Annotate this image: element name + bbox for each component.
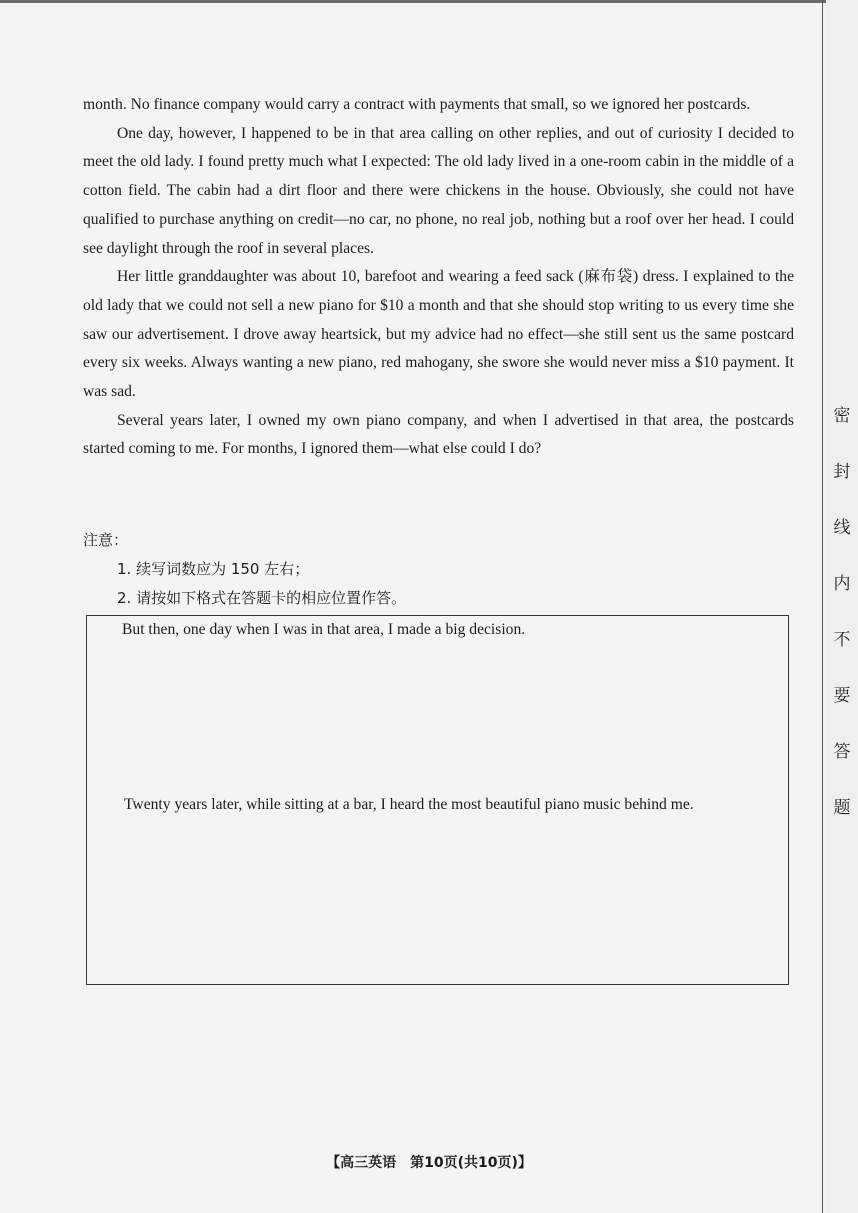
instruction-item: 2. 请按如下格式在答题卡的相应位置作答。	[117, 589, 407, 607]
passage-paragraph: Her little granddaughter was about 10, barefoot and wearing a feed sack (麻布袋) dress. I explained to the old lady that we could not sell a new piano for $10 a month and that she should stop writing to us every time she saw our advertisement. I drove away heartsick, but my advice had no effect—she still sent us the same postcard every six weeks. Always wanting a new piano, red mahogany, she swore she would never miss a $10 payment. It was sad.	[83, 268, 794, 401]
passage-paragraph: One day, however, I happened to be in that area calling on other replies, and out of curiosity I decided to meet the old lady. I found pretty much what I expected: The old lady lived in a one-room cabin in the middle of a cotton field. The cabin had a dirt floor and there were chickens in the house. Obviously, she could not have qualified to purchase anything on credit—no car, no phone, no real job, nothing but a roof over her head. I could see daylight through the roof in several places.	[83, 124, 794, 257]
seal-char: 不	[833, 630, 851, 650]
continuation-opening-1: But then, one day when I was in that area, I made a big decision.	[122, 621, 526, 638]
binding-line	[822, 0, 823, 1213]
seal-char: 答	[833, 742, 851, 762]
seal-char: 要	[833, 686, 851, 706]
seal-char: 封	[833, 462, 851, 482]
reading-passage	[83, 91, 794, 464]
passage-paragraph: Several years later, I owned my own piano company, and when I advertised in that area, the postcards started coming to me. For months, I ignored them—what else could I do?	[83, 411, 794, 458]
instructions	[83, 526, 783, 613]
seal-char: 题	[833, 798, 851, 818]
instruction-item: 1. 续写词数应为 150 左右；	[117, 560, 310, 578]
continuation-opening-2: Twenty years later, while sitting at a bar, I heard the most beautiful piano music behind me.	[124, 796, 694, 813]
instructions-heading: 注意：	[83, 531, 129, 549]
answer-box	[86, 615, 789, 985]
passage-paragraph: month. No finance company would carry a contract with payments that small, so we ignored her postcards.	[83, 96, 751, 113]
seal-char: 线	[833, 518, 851, 538]
seal-char: 内	[833, 574, 851, 594]
top-rule	[0, 0, 858, 3]
page-footer: 【高三英语 第10页(共10页)】	[326, 1155, 532, 1171]
seal-line-notice	[829, 408, 855, 856]
seal-char: 密	[833, 406, 851, 426]
